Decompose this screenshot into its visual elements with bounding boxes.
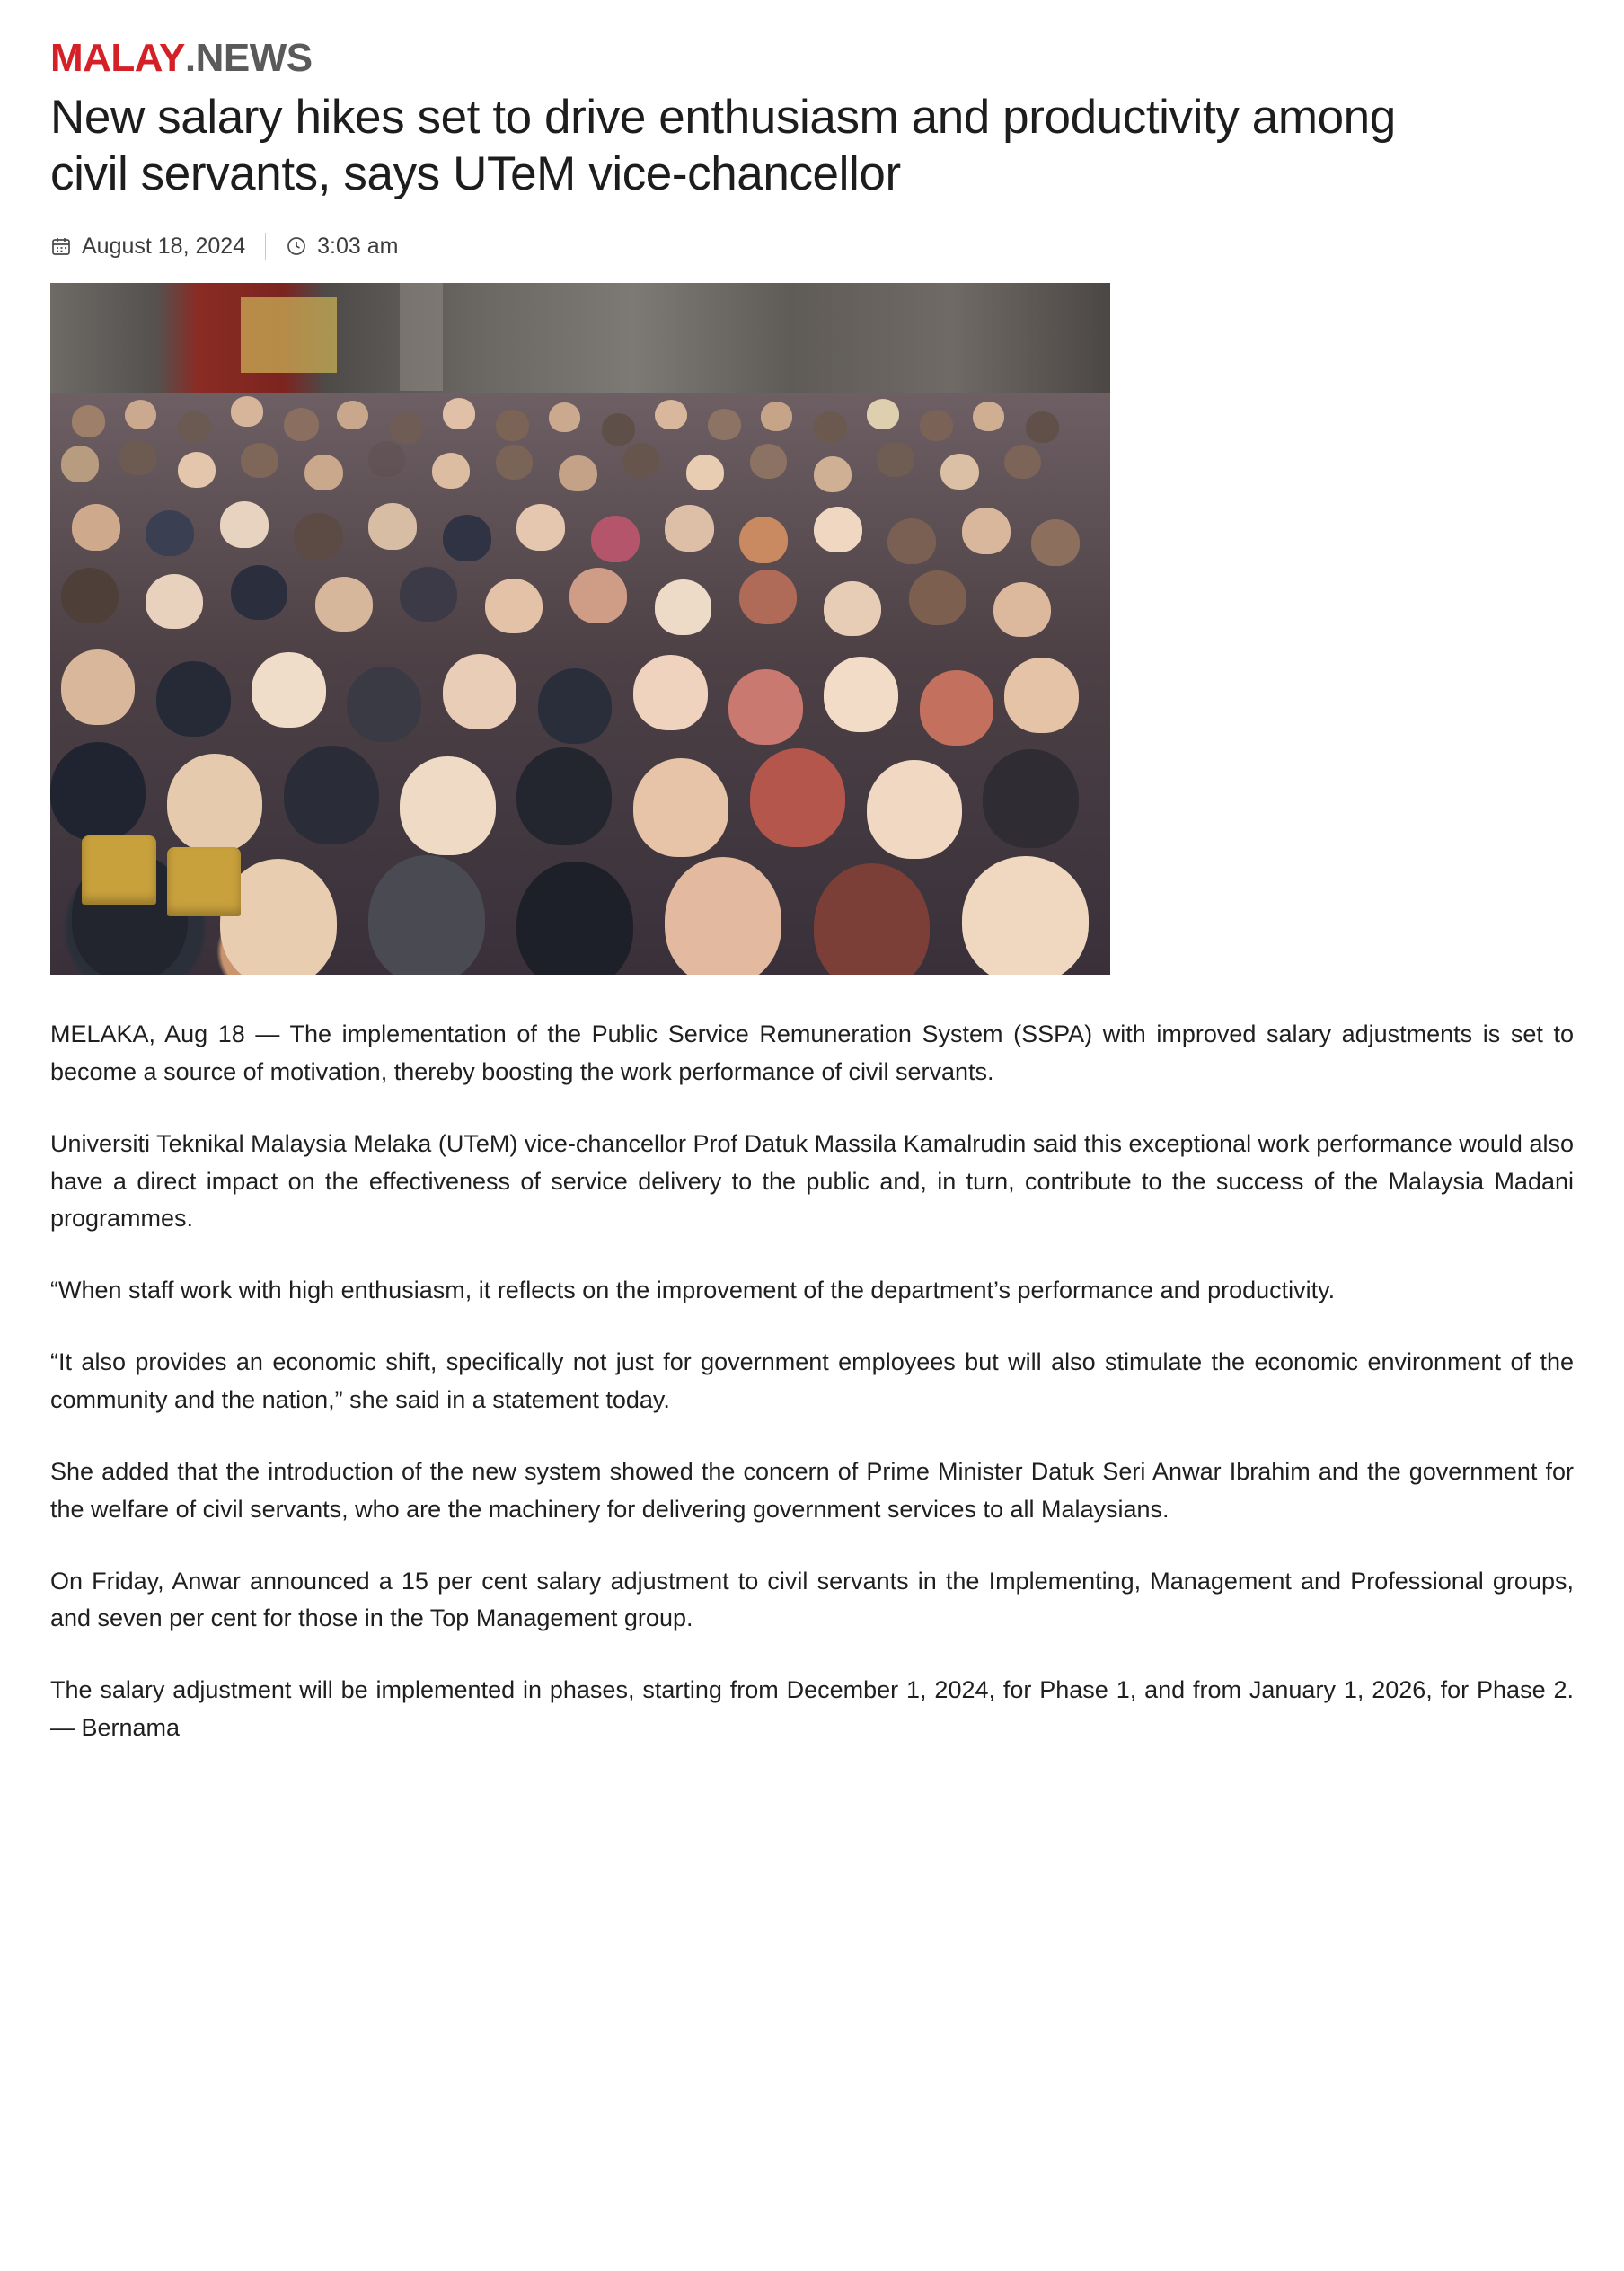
logo-text-primary: MALAY	[50, 36, 185, 80]
meta-divider	[265, 233, 266, 260]
article-paragraph: On Friday, Anwar announced a 15 per cent salary adjustment to civil servants in the Implementing, Management and Professional groups, and seven per cent for those in the Top Management group.	[50, 1567, 1574, 1632]
article-paragraph: The salary adjustment will be implemented in phases, starting from December 1, 2024, for Phase 1, and from January 1, 2026, for Phase 2. — Bernama	[50, 1676, 1574, 1742]
article-hero-image	[50, 283, 1110, 975]
article-paragraph: Universiti Teknikal Malaysia Melaka (UTeM) vice-chancellor Prof Datuk Massila Kamalrudin said this exceptional work performance would also have a direct impact on the effectiveness of service delivery to the public and, in turn, contribute to the success of the Malaysia Madani programmes.	[50, 1129, 1574, 1233]
site-logo[interactable]	[50, 36, 1574, 81]
clock-icon	[286, 235, 307, 257]
article-paragraph: “It also provides an economic shift, specifically not just for government employees but will also stimulate the economic environment of the community and the nation,” she said in a statement today.	[50, 1348, 1574, 1413]
publish-date-text: August 18, 2024	[82, 233, 246, 259]
article-paragraph: MELAKA, Aug 18 — The implementation of the Public Service Remuneration System (SSPA) with improved salary adjustments is set to become a source of motivation, thereby boosting the work performance of civil servants.	[50, 1021, 1574, 1085]
page-title: New salary hikes set to drive enthusiasm and productivity among civil servants, says UTeM vice-chancellor	[50, 91, 1396, 200]
article-body	[50, 1016, 1574, 1747]
article-paragraph: “When staff work with high enthusiasm, it reflects on the improvement of the department’s performance and productivity.	[50, 1277, 1336, 1304]
auditorium-seat	[167, 847, 242, 917]
logo-dot: .	[184, 36, 196, 80]
hero-crowd	[50, 393, 1110, 975]
publish-time-text: 3:03 am	[317, 233, 399, 259]
article-paragraph: She added that the introduction of the new system showed the concern of Prime Minister Datuk Seri Anwar Ibrahim and the government for the welfare of civil servants, who are the machinery for delivering government services to all Malaysians.	[50, 1457, 1574, 1523]
hero-image-canvas	[50, 283, 1110, 975]
logo-text-secondary: NEWS	[195, 36, 313, 80]
calendar-icon	[50, 235, 72, 257]
article-meta	[50, 233, 1574, 260]
publish-date	[50, 234, 245, 260]
publish-time	[286, 234, 398, 260]
auditorium-seat	[82, 835, 156, 906]
